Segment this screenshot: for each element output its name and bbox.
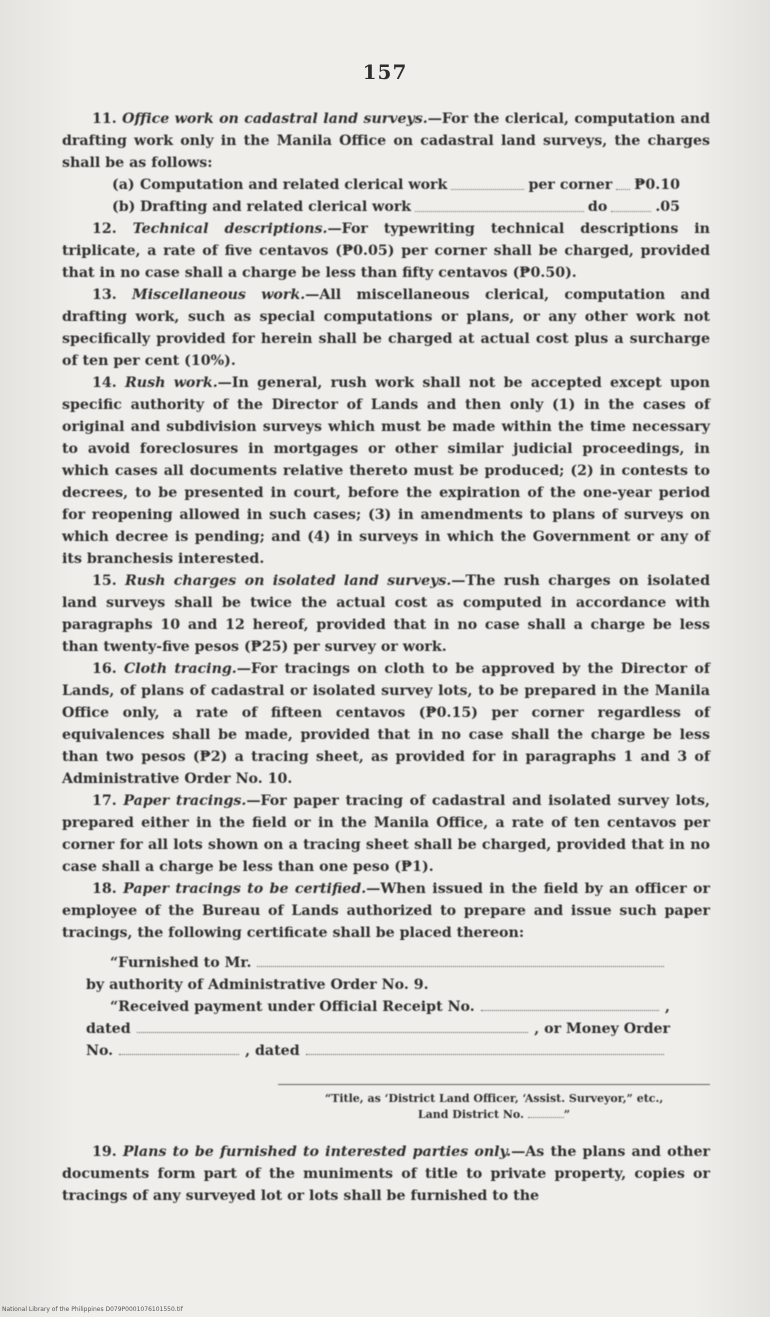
paragraph-11 bbox=[62, 108, 710, 174]
item-label: (b) bbox=[112, 199, 136, 215]
paragraph-heading: Plans to be furnished to interested parties only. bbox=[122, 1144, 512, 1160]
paragraph-14 bbox=[62, 372, 710, 570]
signature-footnote bbox=[278, 1091, 710, 1123]
paragraph-number: 18. bbox=[92, 881, 117, 897]
footnote-text: Land District No. ” bbox=[417, 1108, 571, 1121]
leader-dots bbox=[616, 174, 630, 190]
certificate-text: , bbox=[665, 999, 670, 1015]
certificate-text: “Received payment under Official Receipt No. bbox=[110, 999, 475, 1015]
paragraph-12 bbox=[62, 218, 710, 284]
paragraph-text: —All miscellaneous clerical, computation and drafting work, such as special computations or plans, or any other work not specifically provided for herein shall be charged at actual cost plus a surcharge of ten per cent (10%). bbox=[62, 287, 710, 369]
certificate-block bbox=[62, 952, 710, 1062]
leader-dots bbox=[451, 174, 524, 190]
paragraph-text: —For typewriting technical descriptions in triplicate, a rate of five centavos (₱0.05) per corner shall be charged, provided that in no case shall a charge be less than fifty centavos (₱0.50). bbox=[62, 221, 710, 281]
leader-dots bbox=[611, 196, 651, 212]
certificate-line bbox=[86, 1040, 710, 1062]
blank-line bbox=[306, 1054, 664, 1055]
paragraph-text: —When issued in the field by an officer or employee of the Bureau of Lands authorized to prepare and issue such paper tracings, the following certificate shall be placed thereon: bbox=[62, 881, 710, 941]
item-amount: ₱0.10 bbox=[634, 177, 680, 193]
blank-line bbox=[119, 1054, 239, 1055]
document-body bbox=[62, 108, 710, 1207]
certificate-text: No. bbox=[86, 1043, 114, 1059]
paragraph-19 bbox=[62, 1141, 710, 1207]
certificate-line bbox=[86, 974, 710, 996]
blank-line bbox=[137, 1032, 529, 1033]
paragraph-16 bbox=[62, 658, 710, 790]
blank-line bbox=[481, 1010, 659, 1011]
paragraph-heading: Cloth tracing. bbox=[124, 661, 237, 677]
certificate-line bbox=[86, 952, 710, 974]
paragraph-text: —In general, rush work shall not be accepted except upon specific authority of the Director of Lands and then only (1) in the cases of original and subdivision surveys which must be made within the time necessary to avoid foreclosures in mortgages or other similar judicial proceedings, in which cases all documents relative thereto must be produced; (2) in contests to decrees, to be presented in court, before the expiration of the one-year period for reopening allowed in such cases; (3) in amendments to plans of surveys on which decree is pending; and (4) in surveys in which the Government or any of its branchesis interested. bbox=[62, 375, 710, 567]
paragraph-number: 19. bbox=[92, 1144, 117, 1160]
paragraph-text: —For the clerical, computation and drafting work only in the Manila Office on cadastral land surveys, the charges shall be as follows: bbox=[62, 111, 710, 171]
fee-item-b bbox=[62, 196, 710, 218]
signature-rule bbox=[278, 1084, 710, 1085]
paragraph-number: 16. bbox=[92, 661, 117, 677]
paragraph-heading: Office work on cadastral land surveys. bbox=[122, 111, 428, 127]
blank-line bbox=[257, 966, 664, 967]
paragraph-text: —For tracings on cloth to be approved by the Director of Lands, of plans of cadastral or isolated survey lots, to be prepared in the Manila Office only, a rate of fifteen centavos (₱0.15) per corner regardless of equivalences shall be made, provided that in no case shall the charge be less than two pesos (₱2) a tracing sheet, as provided for in paragraphs 1 and 3 of Administrative Order No. 10. bbox=[62, 661, 710, 787]
certificate-line bbox=[86, 1018, 710, 1040]
paragraph-heading: Paper tracings. bbox=[123, 793, 247, 809]
certificate-text: “Furnished to Mr. bbox=[110, 955, 252, 971]
paragraph-heading: Rush work. bbox=[125, 375, 218, 391]
paragraph-18 bbox=[62, 878, 710, 944]
paragraph-number: 11. bbox=[92, 111, 117, 127]
paragraph-text: —For paper tracing of cadastral and isolated survey lots, prepared either in the field or in the Manila Office, a rate of ten centavos per corner for all lots shown on a tracing sheet shall be charged, provided that in no case shall a charge be less than one peso (₱1). bbox=[62, 793, 710, 875]
item-label: (a) bbox=[112, 177, 135, 193]
paragraph-heading: Rush charges on isolated land surveys. bbox=[125, 573, 452, 589]
certificate-text: , dated bbox=[245, 1043, 300, 1059]
fee-item-a bbox=[62, 174, 710, 196]
paragraph-13 bbox=[62, 284, 710, 372]
footnote-text: “Title, as ‘District Land Officer, ‘Assist. Surveyor,” etc., bbox=[324, 1092, 664, 1105]
certificate-text: by authority of Administrative Order No. 9. bbox=[86, 977, 429, 993]
leader-dots bbox=[415, 196, 584, 212]
paragraph-number: 15. bbox=[92, 573, 117, 589]
paragraph-number: 12. bbox=[92, 221, 117, 237]
paragraph-heading: Paper tracings to be certified. bbox=[123, 881, 367, 897]
paragraph-text: —The rush charges on isolated land surveys shall be twice the actual cost as computed in accordance with paragraphs 10 and 12 hereof, provided that in no case shall a charge be less than twenty-five pesos (₱25) per survey or work. bbox=[62, 573, 710, 655]
archive-stamp: National Library of the Philippines D079P0001076101550.tif bbox=[2, 1306, 183, 1313]
item-text: Drafting and related clerical work bbox=[140, 199, 412, 215]
paragraph-number: 17. bbox=[92, 793, 117, 809]
certificate-line bbox=[86, 996, 710, 1018]
paragraph-text: —As the plans and other documents form part of the muniments of title to private property, copies or tracings of any surveyed lot or lots shall be furnished to the bbox=[62, 1144, 710, 1204]
paragraph-heading: Technical descriptions. bbox=[132, 221, 328, 237]
paragraph-heading: Miscellaneous work. bbox=[132, 287, 306, 303]
item-text: Computation and related clerical work bbox=[140, 177, 448, 193]
paragraph-number: 14. bbox=[92, 375, 117, 391]
paragraph-15 bbox=[62, 570, 710, 658]
item-amount: .05 bbox=[655, 199, 680, 215]
item-unit: per corner bbox=[528, 177, 613, 193]
paragraph-17 bbox=[62, 790, 710, 878]
certificate-text: , or Money Order bbox=[534, 1021, 670, 1037]
blank-line bbox=[528, 1117, 564, 1118]
certificate-text: dated bbox=[86, 1021, 131, 1037]
page-number: 157 bbox=[362, 60, 408, 84]
paragraph-number: 13. bbox=[92, 287, 117, 303]
item-unit: do bbox=[587, 199, 608, 215]
